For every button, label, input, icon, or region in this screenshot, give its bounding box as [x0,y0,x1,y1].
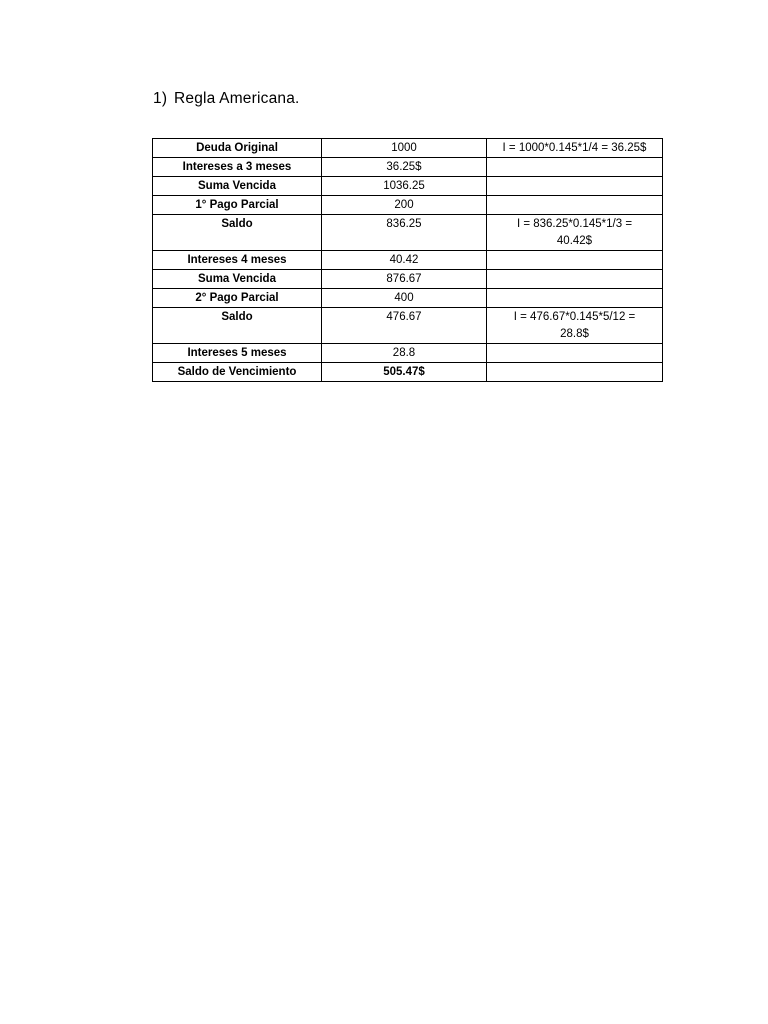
table-row [153,363,663,382]
heading-title: Regla Americana. [174,90,300,107]
row-value: 200 [322,196,487,215]
row-label: Intereses 4 meses [153,251,322,270]
row-note [487,363,663,382]
row-label: Suma Vencida [153,177,322,196]
table-row [153,196,663,215]
table-row [153,139,663,158]
row-label: Intereses 5 meses [153,344,322,363]
row-label: Saldo [153,215,322,251]
table-row [153,215,663,251]
row-label: Saldo [153,308,322,344]
row-label: Deuda Original [153,139,322,158]
row-label: 1° Pago Parcial [153,196,322,215]
row-value: 36.25$ [322,158,487,177]
table-row [153,289,663,308]
row-value: 476.67 [322,308,487,344]
row-value: 505.47$ [322,363,487,382]
row-note: I = 1000*0.145*1/4 = 36.25$ [487,139,663,158]
heading-number: 1) [153,90,168,107]
table-body [153,139,663,382]
row-note [487,289,663,308]
row-label: Intereses a 3 meses [153,158,322,177]
table-row [153,344,663,363]
row-note [487,270,663,289]
row-value: 876.67 [322,270,487,289]
table-row [153,177,663,196]
row-note [487,251,663,270]
row-value: 400 [322,289,487,308]
table-row [153,158,663,177]
row-label: 2° Pago Parcial [153,289,322,308]
row-value: 1000 [322,139,487,158]
table-row [153,308,663,344]
row-note: I = 476.67*0.145*5/12 = 28.8$ [487,308,663,344]
row-note: I = 836.25*0.145*1/3 = 40.42$ [487,215,663,251]
calculation-table [152,138,663,382]
row-value: 28.8 [322,344,487,363]
section-heading [153,90,300,108]
row-note [487,177,663,196]
row-note [487,158,663,177]
row-value: 836.25 [322,215,487,251]
row-label: Saldo de Vencimiento [153,363,322,382]
table-row [153,270,663,289]
table-row [153,251,663,270]
row-note [487,196,663,215]
row-label: Suma Vencida [153,270,322,289]
row-value: 40.42 [322,251,487,270]
row-note [487,344,663,363]
row-value: 1036.25 [322,177,487,196]
